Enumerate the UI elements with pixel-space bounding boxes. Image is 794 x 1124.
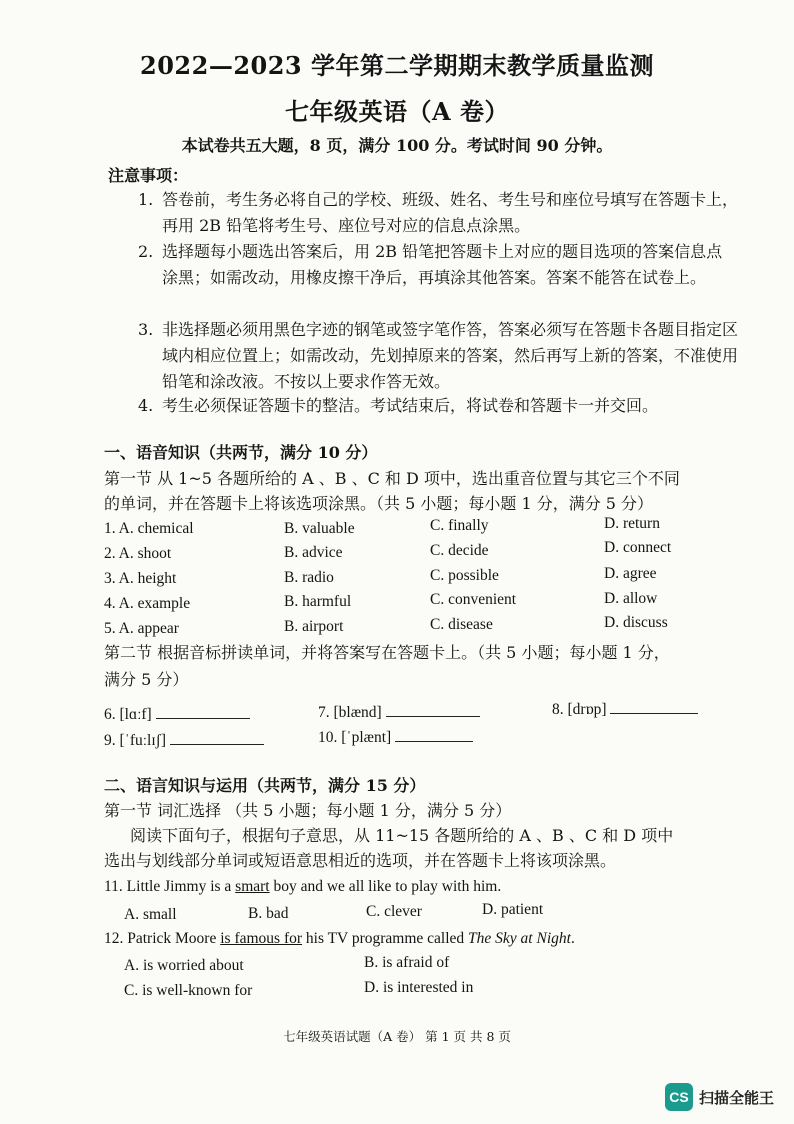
phonetic-question bbox=[104, 704, 250, 724]
option: D. connect bbox=[604, 539, 672, 556]
scanner-watermark bbox=[665, 1083, 774, 1111]
option: D. is interested in bbox=[364, 979, 474, 996]
notice-text: 非选择题必须用黑色字迹的钢笔或签字笔作答，答案必须写在答题卡各题目指定区域内相应位置上；如需改动，先划掉原来的答案，然后再写上新的答案，不准使用铅笔和涂改液。不按以上要求作答无效。 bbox=[162, 320, 739, 391]
part1-sec2-instruction: 第二节 根据音标拼读单词，并将答案写在答题卡上。（共 5 小题；每小题 1 分， bbox=[104, 643, 670, 662]
exam-title: 2022—2023 学年第二学期期末教学质量监测 bbox=[140, 51, 654, 80]
notice-item bbox=[138, 317, 738, 395]
page-footer: 七年级英语试题（A 卷） 第 1 页 共 8 页 bbox=[283, 1029, 511, 1044]
notice-num: 2. bbox=[138, 242, 154, 261]
notice-item bbox=[138, 393, 738, 419]
phonetic-label: 8. [drɒp] bbox=[552, 701, 607, 718]
notice-num: 4. bbox=[138, 396, 154, 415]
question-11 bbox=[104, 878, 501, 896]
option: C. convenient bbox=[430, 591, 517, 608]
question-12 bbox=[104, 930, 575, 948]
exam-info: 本试卷共五大题，8 页，满分 100 分。考试时间 90 分钟。 bbox=[181, 136, 613, 155]
option: 2. A. shoot bbox=[104, 545, 172, 562]
answer-blank[interactable] bbox=[386, 702, 480, 717]
option: 4. A. example bbox=[104, 595, 191, 612]
option: 5. A. appear bbox=[104, 620, 179, 637]
notice-num: 1. bbox=[138, 190, 154, 209]
notice-text: 选择题每小题选出答案后，用 2B 铅笔把答题卡上对应的题目选项的答案信息点涂黑；如需改动，用橡皮擦干净后，再填涂其他答案。答案不能答在试卷上。 bbox=[162, 242, 723, 287]
option: D. allow bbox=[604, 590, 658, 607]
phonetic-label: 9. [ˈfuːlɪʃ] bbox=[104, 732, 166, 749]
exam-subtitle: 七年级英语（A 卷） bbox=[285, 97, 509, 126]
notice-text: 答卷前，考生务必将自己的学校、班级、姓名、考生号和座位号填写在答题卡上，再用 2B 铅笔将考生号、座位号对应的信息点涂黑。 bbox=[162, 190, 739, 235]
question-text: boy and we all like to play with him. bbox=[269, 878, 502, 895]
phonetic-question bbox=[318, 727, 473, 747]
camscanner-logo-icon bbox=[665, 1083, 693, 1111]
phonetic-question bbox=[552, 699, 698, 719]
option: D. discuss bbox=[604, 614, 668, 631]
notice-text: 考生必须保证答题卡的整洁。考试结束后，将试卷和答题卡一并交回。 bbox=[162, 396, 659, 415]
option: B. valuable bbox=[284, 520, 355, 537]
phonetic-label: 7. [blænd] bbox=[318, 704, 382, 721]
part2-heading: 二、语言知识与运用（共两节，满分 15 分） bbox=[104, 776, 426, 795]
answer-blank[interactable] bbox=[170, 730, 264, 745]
option: A. is worried about bbox=[124, 957, 244, 974]
notice-num: 3. bbox=[138, 320, 154, 339]
part1-sec1-instruction: 第一节 从 1~5 各题所给的 A 、B 、C 和 D 项中，选出重音位置与其它三个不同 bbox=[104, 469, 680, 488]
option: C. clever bbox=[366, 903, 422, 920]
part2-instruction: 阅读下面句子，根据句子意思，从 11~15 各题所给的 A 、B 、C 和 D 项中 bbox=[130, 826, 674, 845]
option: D. agree bbox=[604, 565, 657, 582]
option: C. disease bbox=[430, 616, 493, 633]
option: C. is well-known for bbox=[124, 982, 253, 999]
notice-item bbox=[138, 187, 738, 239]
option: B. harmful bbox=[284, 593, 352, 610]
phonetic-label: 10. [ˈplænt] bbox=[318, 729, 392, 746]
option: 3. A. height bbox=[104, 570, 177, 587]
watermark-text: 扫描全能王 bbox=[698, 1088, 774, 1107]
part1-heading: 一、语音知识（共两节，满分 10 分） bbox=[104, 443, 378, 462]
question-text: . bbox=[570, 930, 575, 947]
answer-blank[interactable] bbox=[610, 699, 698, 714]
part1-sec1-instruction: 的单词，并在答题卡上将该选项涂黑。（共 5 小题；每小题 1 分，满分 5 分） bbox=[104, 494, 654, 513]
option: D. return bbox=[604, 515, 660, 532]
part1-sec2-instruction: 满分 5 分） bbox=[104, 670, 189, 689]
notice-item bbox=[138, 239, 738, 291]
logo-letters: CS bbox=[669, 1089, 689, 1105]
part2-sec1-heading: 第一节 词汇选择 （共 5 小题；每小题 1 分，满分 5 分） bbox=[104, 801, 512, 820]
part2-instruction: 选出与划线部分单词或短语意思相近的选项，并在答题卡上将该项涂黑。 bbox=[104, 851, 617, 870]
option: C. possible bbox=[430, 567, 499, 584]
option: B. advice bbox=[284, 544, 343, 561]
notice-heading: 注意事项： bbox=[108, 166, 189, 185]
option: D. patient bbox=[482, 901, 544, 918]
option: B. airport bbox=[284, 618, 344, 635]
question-text: his TV programme called bbox=[302, 930, 469, 947]
option: B. bad bbox=[248, 905, 289, 922]
question-text: 12. Patrick Moore bbox=[104, 930, 221, 947]
option: C. finally bbox=[430, 517, 489, 534]
underlined-phrase: is famous for bbox=[220, 930, 303, 947]
underlined-word: smart bbox=[235, 878, 270, 895]
option: B. is afraid of bbox=[364, 954, 450, 971]
programme-title: The Sky at Night bbox=[468, 930, 571, 947]
option: B. radio bbox=[284, 569, 334, 586]
option: 1. A. chemical bbox=[104, 520, 194, 537]
phonetic-label: 6. [lɑːf] bbox=[104, 706, 152, 723]
answer-blank[interactable] bbox=[156, 704, 250, 719]
question-text: 11. Little Jimmy is a bbox=[104, 878, 236, 895]
option: A. small bbox=[124, 906, 177, 923]
answer-blank[interactable] bbox=[395, 727, 473, 742]
option: C. decide bbox=[430, 542, 489, 559]
phonetic-question bbox=[318, 702, 480, 722]
phonetic-question bbox=[104, 730, 264, 750]
